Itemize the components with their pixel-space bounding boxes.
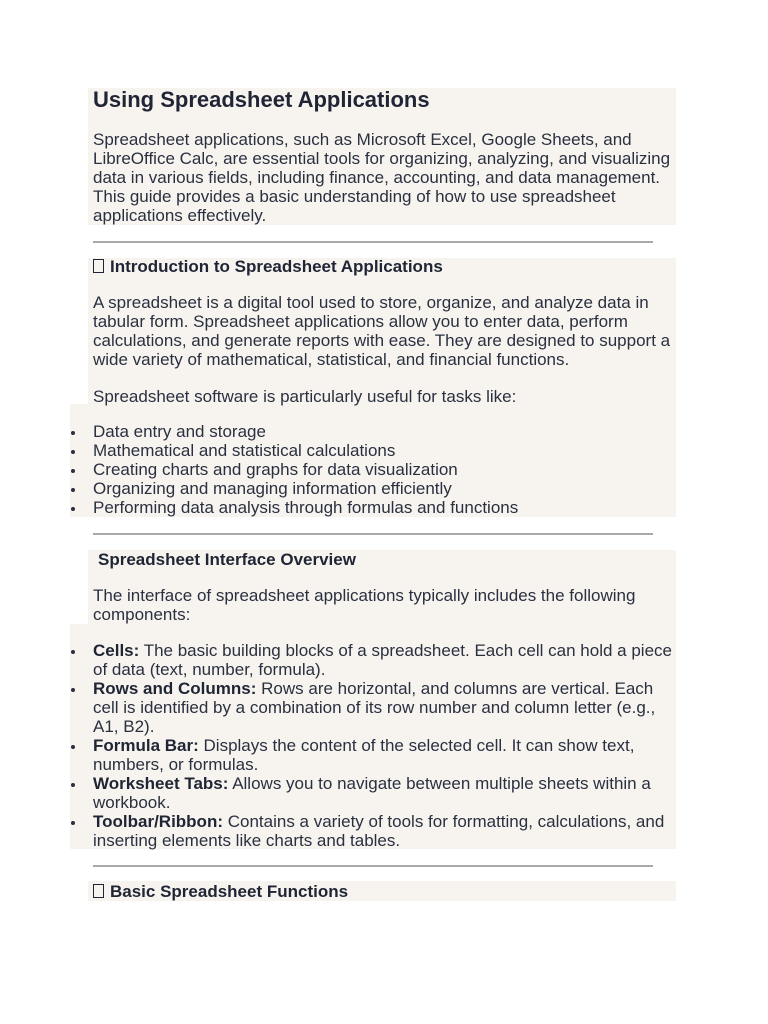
item-term: Toolbar/Ribbon: — [93, 812, 223, 831]
list-item: Organizing and managing information efficiently — [93, 479, 675, 498]
interface-components-list — [93, 641, 675, 850]
divider — [93, 865, 653, 867]
list-item — [93, 641, 675, 679]
item-term: Worksheet Tabs: — [93, 774, 229, 793]
divider — [93, 533, 653, 535]
section-heading-text: Introduction to Spreadsheet Applications — [110, 257, 443, 276]
section-heading-text: Basic Spreadsheet Functions — [110, 882, 349, 901]
section1-paragraph: A spreadsheet is a digital tool used to store, organize, and analyze data in tabular form. Spreadsheet applications allow you to enter data, perform calculations, and generate reports with ease. They are designed to support a wide variety of mathematical, statistical, and financial functions. — [93, 293, 671, 369]
list-item — [93, 812, 675, 850]
list-item: Mathematical and statistical calculations — [93, 441, 675, 460]
item-text: Rows are horizontal, and columns are vertical. Each cell is identified by a combination of its row number and column letter (e.g., A1, B2). — [93, 679, 656, 736]
missing-glyph-icon — [93, 884, 104, 898]
item-term: Cells: — [93, 641, 140, 660]
item-term: Rows and Columns: — [93, 679, 257, 698]
section-heading-interface: Spreadsheet Interface Overview — [98, 550, 356, 569]
section-heading-introduction — [93, 257, 443, 277]
page-title: Using Spreadsheet Applications — [93, 87, 430, 112]
section2-paragraph: The interface of spreadsheet applications typically includes the following components: — [93, 586, 636, 624]
section-heading-basic-functions — [93, 882, 348, 902]
intro-paragraph: Spreadsheet applications, such as Microsoft Excel, Google Sheets, and LibreOffice Calc, are essential tools for organizing, analyzing, and visualizing data in various fields, including finance, accounting, and data management. This guide provides a basic understanding of how to use spreadsheet applications effectively. — [93, 130, 671, 225]
item-text: Allows you to navigate between multiple sheets within a workbook. — [93, 774, 651, 812]
tasks-list — [93, 422, 675, 517]
item-text: Displays the content of the selected cell. It can show text, numbers, or formulas. — [93, 736, 635, 774]
item-term: Formula Bar: — [93, 736, 199, 755]
list-item — [93, 774, 675, 812]
missing-glyph-icon — [93, 259, 104, 273]
list-item — [93, 736, 675, 774]
list-item: Creating charts and graphs for data visualization — [93, 460, 675, 479]
item-text: Contains a variety of tools for formatting, calculations, and inserting elements like charts and tables. — [93, 812, 665, 850]
item-text: The basic building blocks of a spreadsheet. Each cell can hold a piece of data (text, number, formula). — [93, 641, 672, 679]
list-item — [93, 679, 675, 736]
divider — [93, 241, 653, 243]
list-item: Performing data analysis through formulas and functions — [93, 498, 675, 517]
section1-tasks-intro: Spreadsheet software is particularly useful for tasks like: — [93, 387, 517, 406]
list-item: Data entry and storage — [93, 422, 675, 441]
